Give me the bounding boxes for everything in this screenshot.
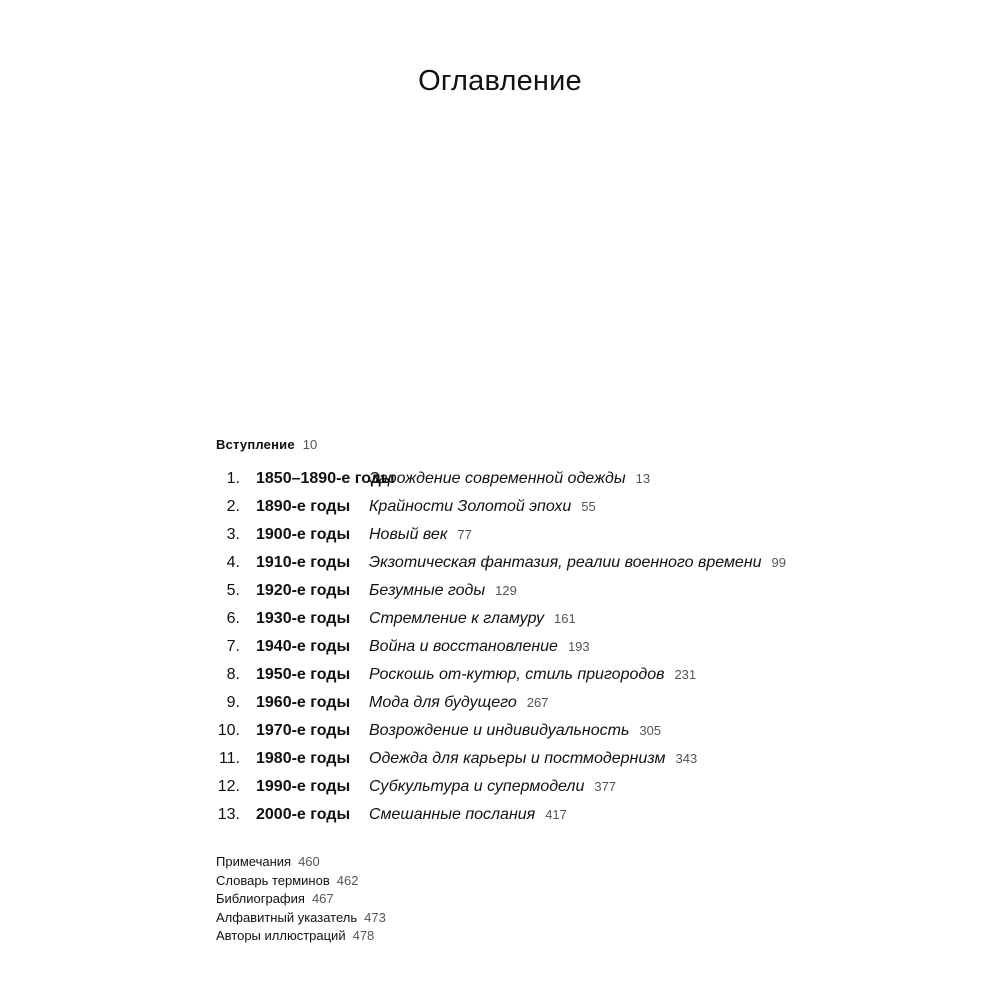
toc-chapter-row[interactable] bbox=[0, 722, 1000, 746]
chapter-title: Экзотическая фантазия, реалии военного времени bbox=[369, 554, 762, 571]
chapter-page-number: 161 bbox=[554, 611, 576, 626]
chapter-number: 10. bbox=[217, 722, 240, 739]
chapter-decade: 1930-е годы bbox=[256, 610, 351, 627]
chapter-decade: 1990-е годы bbox=[256, 778, 351, 795]
chapter-page-number: 231 bbox=[674, 667, 697, 682]
toc-chapter-row[interactable] bbox=[0, 470, 1000, 494]
chapter-decade: 1900-е годы bbox=[256, 526, 351, 543]
backmatter-label: Алфавитный указатель bbox=[216, 909, 358, 925]
chapter-title: Возрождение и индивидуальность bbox=[369, 722, 630, 739]
chapter-page-number: 193 bbox=[567, 639, 590, 654]
toc-backmatter-entry[interactable] bbox=[216, 872, 386, 891]
chapter-number: 11. bbox=[218, 750, 240, 767]
chapter-title: Мода для будущего bbox=[369, 694, 517, 711]
chapter-decade: 2000-е годы bbox=[256, 806, 351, 823]
chapter-page-number: 77 bbox=[457, 527, 472, 542]
backmatter-page-number: 462 bbox=[336, 872, 359, 888]
backmatter-label: Примечания bbox=[216, 854, 292, 869]
toc-backmatter-entry[interactable] bbox=[216, 853, 386, 872]
chapter-number: 13. bbox=[217, 806, 240, 823]
chapter-page-number: 129 bbox=[495, 583, 517, 598]
chapter-page-number: 99 bbox=[771, 555, 786, 570]
chapter-title: Зарождение современной одежды bbox=[369, 470, 626, 487]
chapter-decade: 1920-е годы bbox=[256, 582, 351, 599]
chapter-number: 4. bbox=[226, 554, 240, 571]
backmatter-label: Словарь терминов bbox=[216, 872, 330, 888]
backmatter-page-number: 478 bbox=[352, 928, 375, 943]
chapter-number: 1. bbox=[226, 470, 240, 487]
toc-chapter-row[interactable] bbox=[0, 666, 1000, 690]
toc-backmatter-entry[interactable] bbox=[216, 890, 386, 909]
backmatter-page-number: 467 bbox=[311, 891, 334, 906]
chapter-page-number: 13 bbox=[635, 471, 651, 486]
toc-chapter-row[interactable] bbox=[0, 610, 1000, 634]
toc-intro-label: Вступление bbox=[216, 437, 295, 452]
toc-backmatter-entry[interactable] bbox=[216, 909, 386, 928]
page-title: Оглавление bbox=[418, 65, 582, 98]
toc-backmatter-entry[interactable] bbox=[216, 927, 386, 946]
toc-chapter-row[interactable] bbox=[0, 806, 1000, 830]
chapter-decade: 1910-е годы bbox=[256, 554, 351, 571]
chapter-page-number: 305 bbox=[639, 723, 662, 738]
chapter-decade: 1850–1890-е годы bbox=[256, 470, 395, 487]
toc-chapter-row[interactable] bbox=[0, 778, 1000, 802]
chapter-title: Война и восстановление bbox=[369, 638, 558, 655]
toc-intro-page-number: 10 bbox=[302, 437, 318, 452]
chapter-number: 9. bbox=[226, 694, 240, 711]
chapter-number: 5. bbox=[226, 582, 240, 599]
chapter-title: Новый век bbox=[369, 526, 448, 543]
chapter-decade: 1950-е годы bbox=[256, 666, 351, 683]
chapter-page-number: 267 bbox=[526, 695, 549, 710]
toc-chapter-row[interactable] bbox=[0, 638, 1000, 662]
toc-chapter-row[interactable] bbox=[0, 526, 1000, 550]
chapter-title: Стремление к гламуру bbox=[369, 610, 545, 627]
toc-chapter-row[interactable] bbox=[0, 582, 1000, 606]
chapter-number: 3. bbox=[226, 526, 240, 543]
toc-chapter-row[interactable] bbox=[0, 554, 1000, 578]
chapter-decade: 1940-е годы bbox=[256, 638, 351, 655]
chapter-decade: 1980-е годы bbox=[256, 750, 351, 767]
backmatter-label: Библиография bbox=[216, 891, 305, 906]
toc-chapter-row[interactable] bbox=[0, 498, 1000, 522]
chapter-number: 2. bbox=[226, 498, 240, 515]
toc-backmatter-list bbox=[216, 853, 386, 946]
chapter-decade: 1960-е годы bbox=[256, 694, 351, 711]
backmatter-page-number: 460 bbox=[298, 854, 320, 869]
toc-intro-entry[interactable] bbox=[216, 437, 317, 452]
chapter-title: Одежда для карьеры и постмодернизм bbox=[369, 750, 666, 767]
chapter-page-number: 343 bbox=[675, 751, 698, 766]
chapter-decade: 1970-е годы bbox=[256, 722, 351, 739]
chapter-title: Безумные годы bbox=[369, 582, 486, 599]
chapter-title: Субкультура и супермодели bbox=[369, 778, 585, 795]
chapter-title: Крайности Золотой эпохи bbox=[369, 498, 572, 515]
chapter-number: 12. bbox=[217, 778, 240, 795]
chapter-number: 7. bbox=[226, 638, 240, 655]
toc-chapter-row[interactable] bbox=[0, 694, 1000, 718]
chapter-title: Роскошь от-кутюр, стиль пригородов bbox=[369, 666, 665, 683]
backmatter-page-number: 473 bbox=[364, 909, 386, 925]
chapter-title: Смешанные послания bbox=[369, 806, 536, 823]
toc-chapter-row[interactable] bbox=[0, 750, 1000, 774]
chapter-page-number: 377 bbox=[594, 779, 617, 794]
chapter-page-number: 55 bbox=[581, 499, 596, 514]
chapter-page-number: 417 bbox=[545, 807, 567, 822]
chapter-number: 6. bbox=[226, 610, 240, 627]
backmatter-label: Авторы иллюстраций bbox=[216, 928, 346, 943]
chapter-number: 8. bbox=[226, 666, 240, 683]
chapter-decade: 1890-е годы bbox=[256, 498, 351, 515]
